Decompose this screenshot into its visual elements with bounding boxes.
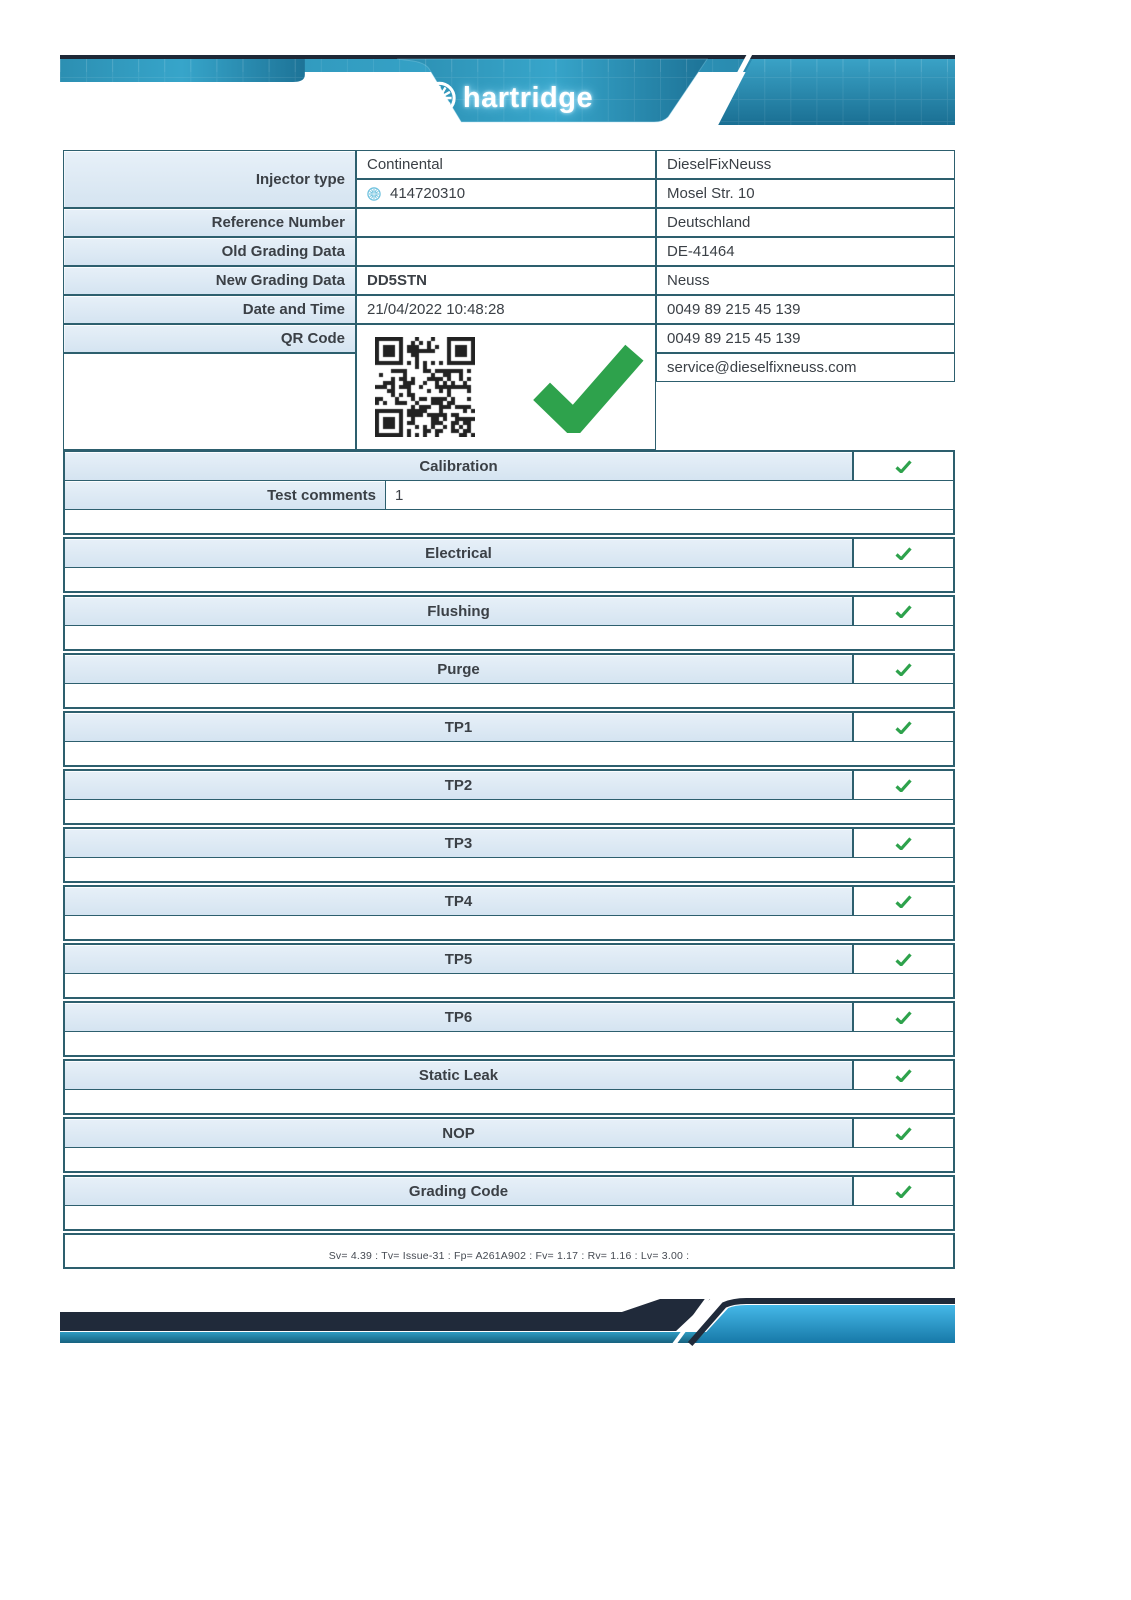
section-empty-row — [65, 684, 953, 707]
section-block-tp6 — [63, 1001, 955, 1057]
check-icon — [895, 895, 912, 908]
section-title: Purge — [65, 655, 852, 683]
section-title: Grading Code — [65, 1177, 852, 1205]
section-title: Static Leak — [65, 1061, 852, 1089]
section-title: Flushing — [65, 597, 852, 625]
section-block-nop — [63, 1117, 955, 1173]
section-empty-row — [65, 1206, 953, 1229]
section-block-flushing — [63, 595, 955, 651]
section-block-purge — [63, 653, 955, 709]
section-status-cell — [852, 655, 953, 683]
section-block-grading-code — [63, 1175, 955, 1231]
section-empty-row — [65, 626, 953, 649]
check-icon — [895, 1127, 912, 1140]
section-block-tp1 — [63, 711, 955, 767]
section-status-cell — [852, 1003, 953, 1031]
test-sections — [63, 450, 955, 1269]
workshop-phone1: 0049 89 215 45 139 — [656, 295, 955, 324]
new-grading-value: DD5STN — [356, 266, 656, 295]
bottom-banner-graphic — [60, 1298, 955, 1346]
workshop-postcode: DE-41464 — [656, 237, 955, 266]
test-comments-row — [65, 481, 953, 510]
section-block-static-leak — [63, 1059, 955, 1115]
section-title-row — [65, 1177, 953, 1206]
injector-serial-cell — [356, 179, 656, 208]
old-grading-label: Old Grading Data — [63, 237, 356, 266]
section-status-cell — [852, 539, 953, 567]
section-empty-row — [65, 1148, 953, 1171]
new-grading-label: New Grading Data — [63, 266, 356, 295]
calibration-block — [63, 450, 955, 535]
section-title: TP1 — [65, 713, 852, 741]
version-line: Sv= 4.39 : Tv= Issue-31 : Fp= A261A902 : Fv= 1.17 : Rv= 1.16 : Lv= 3.00 : — [328, 1250, 690, 1262]
section-title-row — [65, 945, 953, 974]
info-table-ghost-cell — [656, 382, 955, 450]
section-status-cell — [852, 597, 953, 625]
injector-type-label: Injector type — [63, 150, 356, 208]
datetime-value: 21/04/2022 10:48:28 — [356, 295, 656, 324]
section-status-cell — [852, 1061, 953, 1089]
check-icon — [895, 779, 912, 792]
workshop-email: service@dieselfixneuss.com — [656, 353, 955, 382]
reference-number-label: Reference Number — [63, 208, 356, 237]
section-empty-row — [65, 974, 953, 997]
check-icon — [895, 547, 912, 560]
workshop-city: Neuss — [656, 266, 955, 295]
test-comments-value: 1 — [386, 481, 953, 509]
section-title-row — [65, 887, 953, 916]
qr-code-label: QR Code — [63, 324, 356, 353]
section-status-cell — [852, 945, 953, 973]
calibration-title-row — [65, 452, 953, 481]
workshop-country: Deutschland — [656, 208, 955, 237]
datetime-label: Date and Time — [63, 295, 356, 324]
serial-wheel-icon — [367, 187, 381, 201]
section-title-row — [65, 655, 953, 684]
check-icon — [895, 663, 912, 676]
injector-serial-value: 414720310 — [390, 185, 466, 202]
check-icon — [895, 1069, 912, 1082]
section-status-cell — [852, 887, 953, 915]
section-title: Electrical — [65, 539, 852, 567]
section-status-cell — [852, 713, 953, 741]
section-empty-row — [65, 568, 953, 591]
check-icon — [895, 953, 912, 966]
section-title-row — [65, 1061, 953, 1090]
section-empty-row — [65, 916, 953, 939]
section-block-tp3 — [63, 827, 955, 883]
section-status-cell — [852, 829, 953, 857]
section-empty-row — [65, 1090, 953, 1113]
section-block-tp2 — [63, 769, 955, 825]
injector-make-value: Continental — [356, 150, 656, 179]
section-block-electrical — [63, 537, 955, 593]
version-row — [63, 1233, 955, 1269]
section-title-row — [65, 539, 953, 568]
section-title-row — [65, 713, 953, 742]
section-block-tp4 — [63, 885, 955, 941]
reference-number-value — [356, 208, 656, 237]
calibration-status-cell — [852, 452, 953, 480]
workshop-phone2: 0049 89 215 45 139 — [656, 324, 955, 353]
check-icon — [895, 605, 912, 618]
section-title-row — [65, 1119, 953, 1148]
check-icon — [895, 460, 912, 473]
section-blocks — [63, 537, 955, 1231]
section-title: TP2 — [65, 771, 852, 799]
section-title: TP3 — [65, 829, 852, 857]
info-table-empty-cell — [63, 353, 356, 450]
info-table — [63, 150, 955, 450]
hartridge-logo — [422, 81, 593, 115]
section-title-row — [65, 597, 953, 626]
qr-pass-check-icon — [530, 341, 646, 433]
calibration-empty-row — [65, 510, 953, 533]
check-icon — [895, 1185, 912, 1198]
section-empty-row — [65, 858, 953, 881]
bottom-banner — [60, 1298, 955, 1346]
brand-text: hartridge — [462, 81, 594, 114]
check-icon — [895, 1011, 912, 1024]
section-status-cell — [852, 771, 953, 799]
test-comments-label: Test comments — [65, 481, 386, 509]
section-empty-row — [65, 1032, 953, 1055]
section-title-row — [65, 1003, 953, 1032]
qr-code-image — [375, 337, 475, 437]
workshop-street: Mosel Str. 10 — [656, 179, 955, 208]
calibration-title: Calibration — [65, 452, 852, 480]
workshop-name: DieselFixNeuss — [656, 150, 955, 179]
section-title-row — [65, 829, 953, 858]
check-icon — [895, 721, 912, 734]
old-grading-value — [356, 237, 656, 266]
check-icon — [895, 837, 912, 850]
wheel-icon — [422, 81, 456, 115]
section-title: TP6 — [65, 1003, 852, 1031]
section-empty-row — [65, 800, 953, 823]
section-block-tp5 — [63, 943, 955, 999]
section-empty-row — [65, 742, 953, 765]
section-title: TP5 — [65, 945, 852, 973]
section-title: NOP — [65, 1119, 852, 1147]
section-status-cell — [852, 1177, 953, 1205]
header-banner — [60, 55, 955, 125]
section-title: TP4 — [65, 887, 852, 915]
qr-code-cell — [356, 324, 656, 450]
section-title-row — [65, 771, 953, 800]
section-status-cell — [852, 1119, 953, 1147]
